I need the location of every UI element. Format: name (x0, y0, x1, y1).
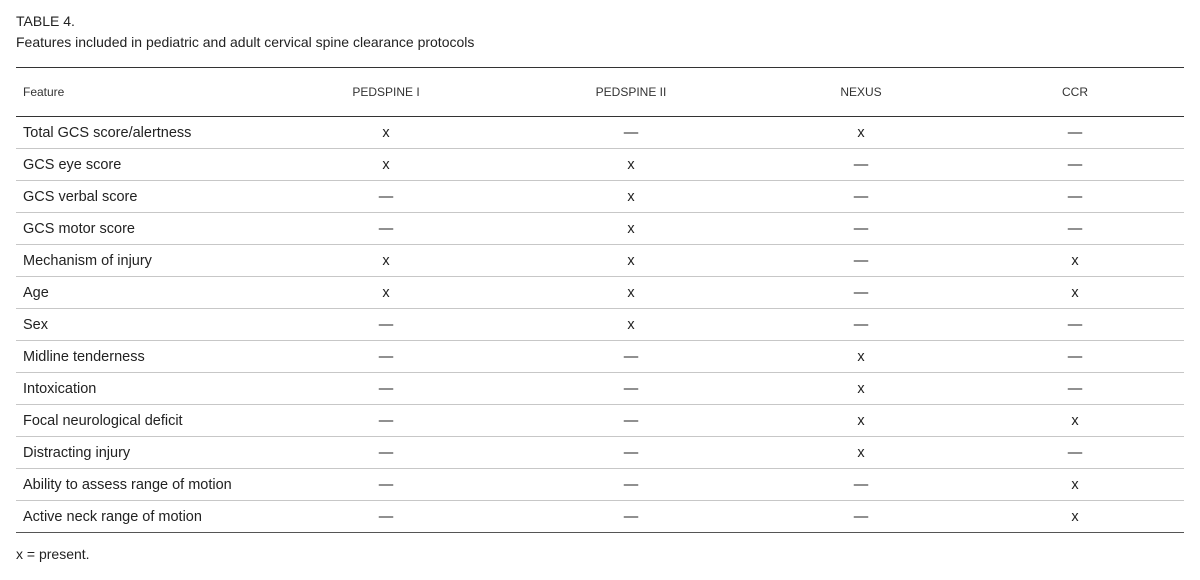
value-cell: — (1067, 156, 1083, 173)
value-cell: x (1071, 412, 1079, 429)
feature-cell: Mechanism of injury (23, 252, 152, 269)
table-row (16, 277, 1184, 309)
value-cell: x (857, 444, 865, 461)
table-row (16, 149, 1184, 181)
value-cell: — (1067, 380, 1083, 397)
value-cell: x (1071, 508, 1079, 525)
value-cell: x (382, 284, 390, 301)
feature-cell: Intoxication (23, 380, 97, 397)
feature-cell: Ability to assess range of motion (23, 476, 232, 493)
feature-cell: Midline tenderness (23, 348, 145, 365)
value-cell: — (378, 412, 394, 429)
value-cell: x (382, 252, 390, 269)
feature-cell: GCS verbal score (23, 188, 138, 205)
value-cell: — (378, 316, 394, 333)
value-cell: — (378, 188, 394, 205)
value-cell: — (1067, 188, 1083, 205)
value-cell: — (853, 508, 869, 525)
value-cell: — (1067, 316, 1083, 333)
value-cell: — (853, 316, 869, 333)
header-ccr: CCR (1062, 85, 1088, 99)
value-cell: — (378, 380, 394, 397)
table-row (16, 117, 1184, 149)
value-cell: — (1067, 348, 1083, 365)
features-table (16, 67, 1184, 533)
feature-cell: Focal neurological deficit (23, 412, 183, 429)
value-cell: x (627, 316, 635, 333)
value-cell: x (627, 284, 635, 301)
value-cell: x (1071, 476, 1079, 493)
value-cell: — (1067, 444, 1083, 461)
value-cell: x (1071, 252, 1079, 269)
value-cell: — (623, 476, 639, 493)
table-row (16, 405, 1184, 437)
value-cell: x (627, 252, 635, 269)
value-cell: x (857, 124, 865, 141)
header-feature: Feature (23, 85, 65, 99)
value-cell: — (853, 476, 869, 493)
value-cell: — (1067, 124, 1083, 141)
header-pedspine-i: PEDSPINE I (352, 85, 420, 99)
value-cell: — (378, 476, 394, 493)
value-cell: x (627, 188, 635, 205)
feature-cell: GCS eye score (23, 156, 122, 173)
value-cell: — (1067, 220, 1083, 237)
value-cell: — (623, 348, 639, 365)
value-cell: x (857, 348, 865, 365)
value-cell: — (623, 508, 639, 525)
table-caption (16, 11, 474, 53)
value-cell: — (853, 220, 869, 237)
table-row (16, 309, 1184, 341)
value-cell: — (623, 380, 639, 397)
value-cell: — (623, 124, 639, 141)
table-title: Features included in pediatric and adult cervical spine clearance protocols (16, 34, 475, 50)
feature-cell: Distracting injury (23, 444, 131, 461)
value-cell: — (378, 508, 394, 525)
value-cell: x (627, 156, 635, 173)
feature-cell: Sex (23, 316, 48, 333)
table-footnote: x = present. (16, 546, 90, 562)
table-label: TABLE 4. (16, 13, 75, 29)
table-row (16, 469, 1184, 501)
table-row (16, 373, 1184, 405)
feature-cell: Age (23, 284, 49, 301)
table-row (16, 181, 1184, 213)
table-row (16, 213, 1184, 245)
feature-cell: GCS motor score (23, 220, 135, 237)
value-cell: — (378, 348, 394, 365)
table-row (16, 341, 1184, 373)
value-cell: x (857, 412, 865, 429)
value-cell: x (1071, 284, 1079, 301)
feature-cell: Total GCS score/alertness (23, 124, 192, 141)
value-cell: — (623, 444, 639, 461)
value-cell: — (378, 220, 394, 237)
table-row (16, 501, 1184, 533)
value-cell: — (853, 188, 869, 205)
feature-cell: Active neck range of motion (23, 508, 202, 525)
value-cell: x (382, 156, 390, 173)
value-cell: — (623, 412, 639, 429)
value-cell: — (853, 252, 869, 269)
value-cell: x (627, 220, 635, 237)
value-cell: — (853, 156, 869, 173)
header-pedspine-ii: PEDSPINE II (595, 85, 667, 99)
table-header-row (16, 68, 1184, 117)
value-cell: x (382, 124, 390, 141)
table-row (16, 437, 1184, 469)
value-cell: — (853, 284, 869, 301)
value-cell: — (378, 444, 394, 461)
value-cell: x (857, 380, 865, 397)
table-row (16, 245, 1184, 277)
header-nexus: NEXUS (840, 85, 882, 99)
